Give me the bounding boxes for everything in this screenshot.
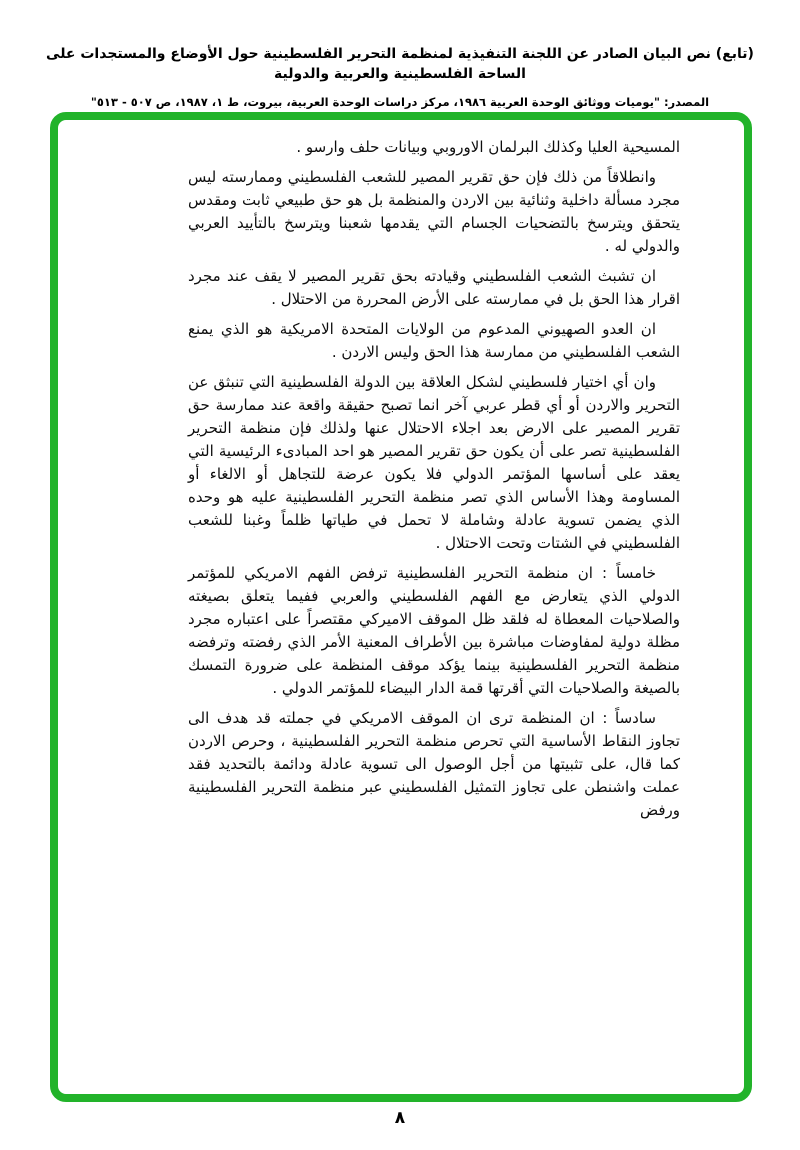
- paragraph: وانطلاقاً من ذلك فإن حق تقرير المصير للشعب الفلسطيني وممارسته ليس مجرد مسألة داخلية وثنائية بين الاردن والمنظمة بل هو حق طبيعي ثابت ومقدس يتحقق ويترسخ بالتضحيات الجسام التي يقدمها شعبنا ويترسخ بالتأييد العربي والدولي له .: [188, 168, 680, 255]
- paragraph: ان العدو الصهيوني المدعوم من الولايات المتحدة الامريكية هو الذي يمنع الشعب الفلسطيني من ممارسة هذا الحق وليس الاردن .: [188, 320, 680, 361]
- page-number: ٨: [394, 1108, 406, 1128]
- document-source-citation: المصدر: "يوميات ووثائق الوحدة العربية ١٩٨٦، مركز دراسات الوحدة العربية، بيروت، ط ١، ١٩٨٧، ص ٥٠٧ - ٥١٣": [90, 94, 710, 109]
- paragraph-continuation: المسيحية العليا وكذلك البرلمان الاوروبي وبيانات حلف وارسو .: [296, 138, 680, 156]
- paragraph-sixthly: سادساً : ان المنظمة ترى ان الموقف الامريكي في جملته قد هدف الى تجاوز النقاط الأساسية التي تحرص منظمة التحرير الفلسطينية ، وحرص الاردن كما قال، على تثبيتها من أجل الوصول الى تسوية عادلة ودائمة بالتحديد فقد عملت واشنطن على تجاوز التمثيل الفلسطيني عبر منظمة التحرير الفلسطينية ورفض: [188, 709, 680, 819]
- paragraph: وان أي اختيار فلسطيني لشكل العلاقة بين الدولة الفلسطينية التي تنبثق عن التحرير والاردن أو أي قطر عربي آخر انما تصبح حقيقة واقعة عند ممارسة حق تقرير المصير على الارض بعد اجلاء الاحتلال عنها ولذلك فإن منظمة التحرير الفلسطينية تصر على أن يكون حق تقرير المصير هو احد المبادىء الرئيسية التي يعقد على أساسها المؤتمر الدولي فلا يكون عرضة للتجاهل أو الالغاء أو المساومة وهذا الأساس الذي تصر منظمة التحرير الفلسطينية عليه هو وحده الذي يضمن تسوية عادلة وشاملة لا تحمل في طياتها ظلماً وغبنا للشعب الفلسطيني في الشتات وتحت الاحتلال .: [188, 373, 680, 552]
- paragraph: ان تشبث الشعب الفلسطيني وقيادته بحق تقرير المصير لا يقف عند مجرد اقرار هذا الحق بل في ممارسته على الأرض المحررة من الاحتلال .: [188, 267, 680, 308]
- document-header: [20, 44, 780, 109]
- body-text: [188, 136, 680, 829]
- paragraph-fifthly: خامساً : ان منظمة التحرير الفلسطينية ترفض الفهم الامريكي للمؤتمر الدولي الذي يتعارض مع الفهم الفلسطيني والعربي ففيما يتعلق بصيغته والصلاحيات المعطاة له فلقد ظل الموقف الاميركي مقتصراً على اعتباره مجرد مظلة دولية لمفاوضات مباشرة بين الأطراف المعنية الأمر الذي رفضته وترفضه منظمة التحرير الفلسطينية بينما يؤكد موقف المنظمة على ضرورة التمسك بالصيغة والصلاحيات التي أقرتها قمة الدار البيضاء للمؤتمر الدولي .: [188, 564, 680, 697]
- document-title: (تابع) نص البيان الصادر عن اللجنة التنفيذية لمنظمة التحرير الفلسطينية حول الأوضاع والمستجدات على الساحة الفلسطينية والعربية والدولية: [46, 46, 754, 83]
- highlight-border: [50, 112, 752, 1102]
